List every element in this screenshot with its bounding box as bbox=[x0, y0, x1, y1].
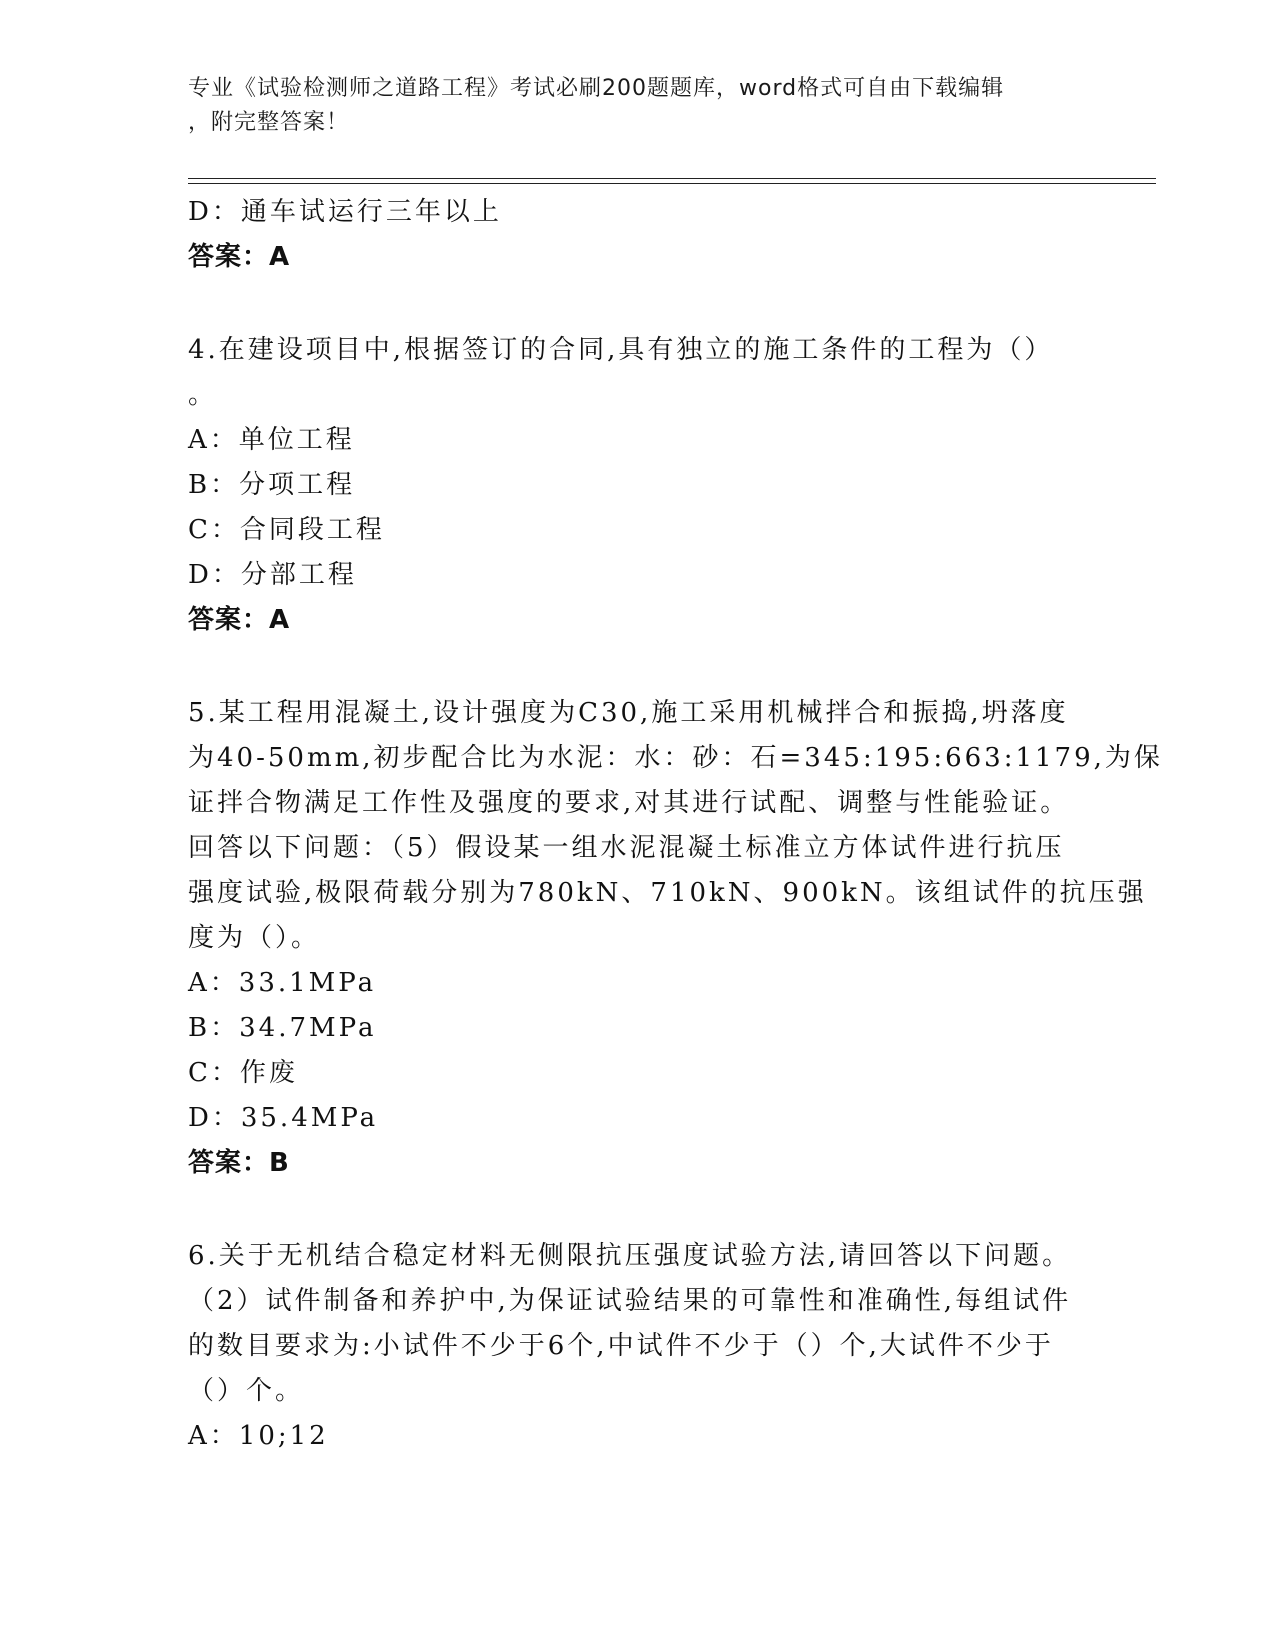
q4-option-c: C：合同段工程 bbox=[188, 515, 385, 545]
header-divider-top bbox=[188, 178, 1156, 179]
q4-stem-line: 。 bbox=[188, 380, 218, 410]
q3-answer: 答案：A bbox=[188, 242, 291, 272]
question-3-tail bbox=[188, 190, 1088, 280]
question-content bbox=[188, 190, 1163, 1459]
q5-stem-line: 为40-50mm,初步配合比为水泥：水：砂：石=345:195:663:1179,为保 bbox=[188, 743, 1163, 773]
question-spacer bbox=[188, 1186, 1088, 1234]
q5-answer: 答案：B bbox=[188, 1148, 290, 1178]
header-divider-bottom bbox=[188, 183, 1156, 184]
q5-stem-line: 5.某工程用混凝土,设计强度为C30,施工采用机械拌合和振捣,坍落度 bbox=[188, 698, 1069, 728]
header-title-line-2: ，附完整答案！ bbox=[188, 110, 350, 135]
q5-option-a: A：33.1MPa bbox=[188, 968, 377, 998]
question-4 bbox=[188, 328, 1088, 643]
q6-stem-line: 6.关于无机结合稳定材料无侧限抗压强度试验方法,请回答以下问题。 bbox=[188, 1241, 1072, 1271]
q5-option-b: B：34.7MPa bbox=[188, 1013, 377, 1043]
question-spacer bbox=[188, 643, 1088, 691]
q4-answer: 答案：A bbox=[188, 605, 291, 635]
q5-stem-line: 证拌合物满足工作性及强度的要求,对其进行试配、调整与性能验证。 bbox=[188, 788, 1070, 818]
q6-stem-line: 的数目要求为:小试件不少于6个,中试件不少于（）个,大试件不少于 bbox=[188, 1331, 1054, 1361]
document-header bbox=[188, 72, 1068, 140]
q5-option-c: C：作废 bbox=[188, 1058, 298, 1088]
q5-option-d: D：35.4MPa bbox=[188, 1103, 379, 1133]
q5-stem-line: 强度试验,极限荷载分别为780kN、710kN、900kN。该组试件的抗压强 bbox=[188, 878, 1147, 908]
q4-stem-line: 4.在建设项目中,根据签订的合同,具有独立的施工条件的工程为（） bbox=[188, 335, 1054, 365]
q4-option-a: A：单位工程 bbox=[188, 425, 355, 455]
question-5 bbox=[188, 691, 1163, 1186]
header-title-line-1: 专业《试验检测师之道路工程》考试必刷200题题库，word格式可自由下载编辑 bbox=[188, 76, 1005, 101]
q6-option-a: A：10;12 bbox=[188, 1421, 329, 1451]
q5-stem-line: 回答以下问题：（5）假设某一组水泥混凝土标准立方体试件进行抗压 bbox=[188, 833, 1065, 863]
q5-stem-line: 度为（）。 bbox=[188, 923, 321, 953]
q3-option-d: D：通车试运行三年以上 bbox=[188, 197, 502, 227]
question-6 bbox=[188, 1234, 1088, 1459]
q6-stem-line: （）个。 bbox=[188, 1376, 305, 1406]
q6-stem-line: （2）试件制备和养护中,为保证试验结果的可靠性和准确性,每组试件 bbox=[188, 1286, 1072, 1316]
q4-option-b: B：分项工程 bbox=[188, 470, 356, 500]
q4-option-d: D：分部工程 bbox=[188, 560, 357, 590]
question-spacer bbox=[188, 280, 1088, 328]
